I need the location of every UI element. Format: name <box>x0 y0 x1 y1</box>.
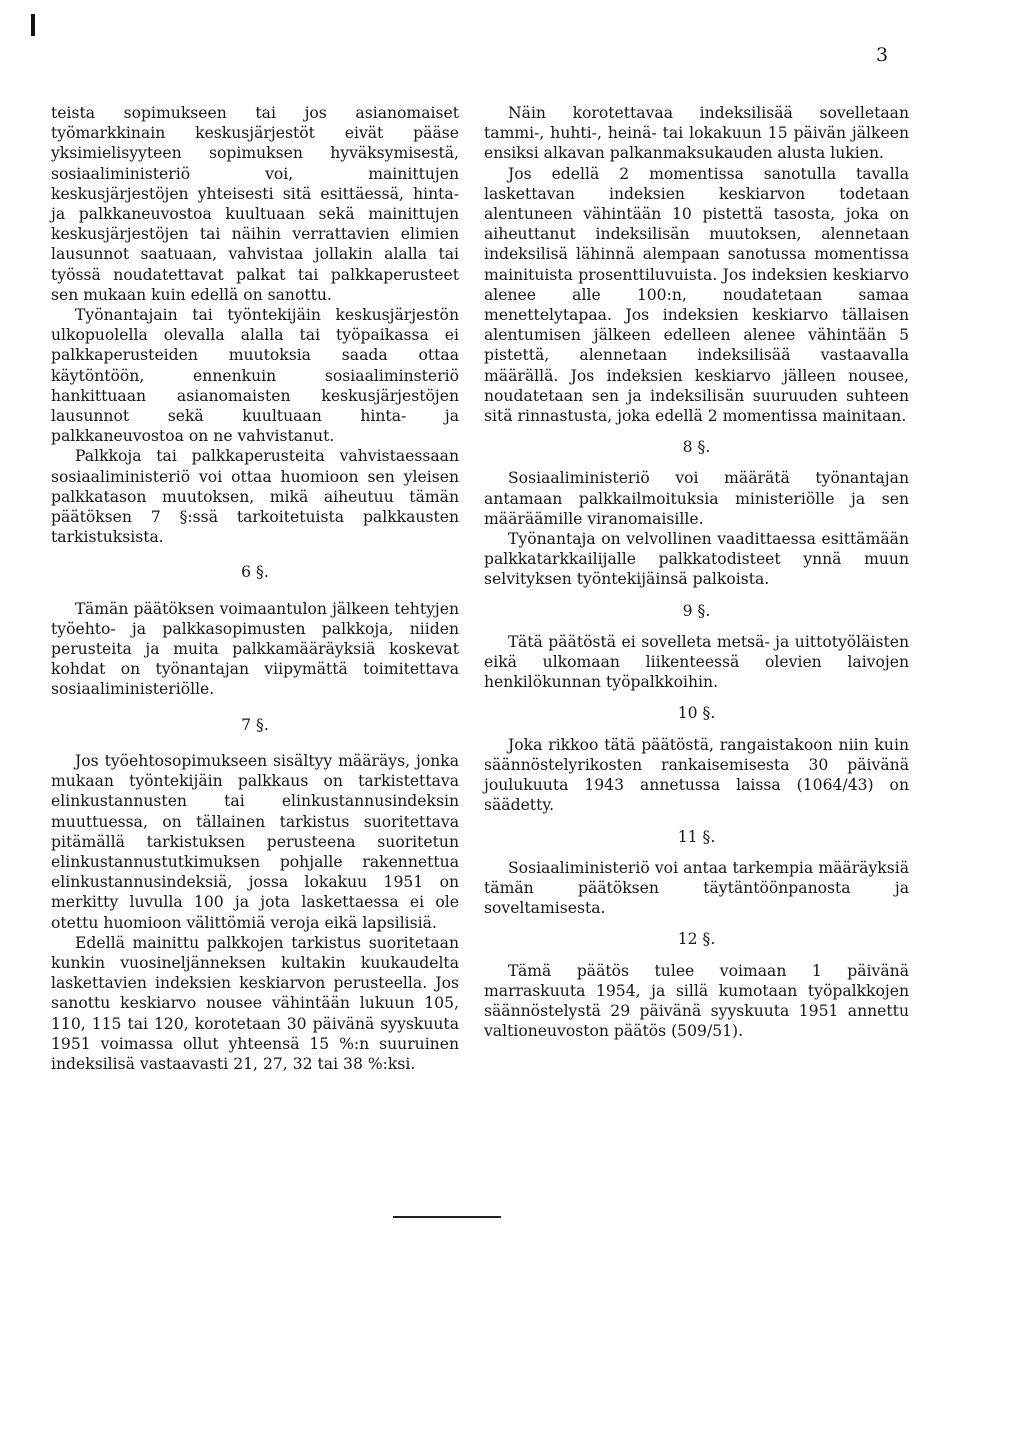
end-rule <box>393 1216 501 1218</box>
page-number: 3 <box>876 44 889 66</box>
paragraph: Jos työehtosopimukseen sisältyy määräys, jonka mukaan työntekijäin palkkaus on tarkistettava elinkustannusten tai elinkustannusindeksin muuttuessa, on tällainen tarkistus suoritettava pitämällä tarkistuksen perusteena suoritetun elinkustannustutkimuksen pohjalle rakennettua elinkustannusindeksiä, jossa lokakuu 1951 on merkitty luvulla 100 ja jota laskettaessa ei ole otettu huomioon välittömiä veroja eikä lapsilisiä. <box>51 751 459 932</box>
right-column <box>484 103 909 1041</box>
section-heading-10: 10 §. <box>677 704 716 723</box>
section-heading-12: 12 §. <box>677 930 716 949</box>
section-heading-8: 8 §. <box>682 438 711 457</box>
paragraph: Työnantaja on velvollinen vaadittaessa esittämään palkkatarkkailijalle palkkatodisteet ynnä muun selvityksen työntekijäinsä palkoista. <box>484 530 909 589</box>
paragraph: Sosiaaliministeriö voi antaa tarkempia määräyksiä tämän päätöksen täytäntöönpanosta ja soveltamisesta. <box>484 858 909 918</box>
paragraph: Tämä päätös tulee voimaan 1 päivänä marraskuuta 1954, ja sillä kumotaan työpalkkojen säännöstelystä 29 päivänä syyskuuta 1951 annettu valtioneuvoston päätös (509/51). <box>484 961 909 1041</box>
paragraph: Tämän päätöksen voimaantulon jälkeen tehtyjen työehto- ja palkkasopimusten palkkoja, niiden perusteita ja muita palkkamääräyksiä koskevat kohdat on työnantajan viipymättä toimitettava sosiaaliministeriölle. <box>51 599 459 699</box>
section-heading-7: 7 §. <box>241 715 269 734</box>
left-column <box>51 103 459 1074</box>
paragraph: Näin korotettavaa indeksilisää sovelletaan tammi-, huhti-, heinä- tai lokakuun 15 päivän jälkeen ensiksi alkavan palkanmaksukauden alusta lukien. <box>484 104 909 163</box>
section-heading-11: 11 §. <box>677 827 716 846</box>
paragraph: Työnantajain tai työntekijäin keskusjärjestön ulkopuolella olevalla alalla tai työpaikassa ei palkkaperusteiden muutoksia saada ottaa käytöntöön, ennenkuin sosiaaliminsteriö hankittuaan asianomaisten keskusjärjestöjen lausunnot sekä kuultuaan hinta- ja palkkaneuvostoa on ne vahvistanut. <box>51 306 459 446</box>
section-heading-6: 6 §. <box>241 563 269 582</box>
paragraph: Sosiaaliministeriö voi määrätä työnantajan antamaan palkkailmoituksia ministeriölle ja sen määräämille viranomaisille. <box>484 469 909 528</box>
continued-paragraph: teista sopimukseen tai jos asianomaiset työmarkkinain keskusjärjestöt eivät pääse yksimielisyyteen sopimuksen hyväksymisestä, sosiaaliministeriö voi, mainittujen keskusjärjestöjen yhteisesti sitä esittäessä, hinta- ja palkkaneuvostoa kuultuaan sekä mainittujen keskusjärjestöjen tai näihin verrattavien elimien lausunnot saatuaan, vahvistaa jollakin alalla tai työssä noudatettavat palkat tai palkkaperusteet sen mukaan kuin edellä on sanottu. <box>51 104 459 304</box>
paragraph: Edellä mainittu palkkojen tarkistus suoritetaan kunkin vuosineljänneksen kultakin kuukaudelta laskettavien indeksien keskiarvon perusteella. Jos sanottu keskiarvo nousee vähintään lukuun 105, 110, 115 tai 120, korotetaan 30 päivänä syyskuuta 1951 voimassa ollut yhteensä 15 %:n suuruinen indeksilisä vastaavasti 21, 27, 32 tai 38 %:ksi. <box>51 933 459 1073</box>
paragraph: Jos edellä 2 momentissa sanotulla tavalla laskettavan indeksien keskiarvon todetaan alentuneen vähintään 10 pistettä tasosta, joka on aiheuttanut indeksilisän muutoksen, alennetaan indeksilisä lähinnä alempaan sanotussa momentissa mainituista prosenttiluvuista. Jos indeksien keskiarvo alenee alle 100:n, noudatetaan samaa menettelytapaa. Jos indeksien keskiarvo tällaisen alentumisen jälkeen edelleen alenee vähintään 5 pistettä, alennetaan indeksilisää vastaavalla määrällä. Jos indeksien keskiarvo jälleen nousee, noudatetaan sen ja indeksilisän suuruuden suhteen sitä rinnastusta, joka edellä 2 momentissa mainitaan. <box>484 164 909 426</box>
paragraph: Palkkoja tai palkkaperusteita vahvistaessaan sosiaaliministeriö voi ottaa huomioon sen yleisen palkkatason muutoksen, mikä aiheutuu tämän päätöksen 7 §:ssä tarkoitetuista palkkausten tarkistuksista. <box>51 447 459 547</box>
paragraph: Joka rikkoo tätä päätöstä, rangaistakoon niin kuin säännöstelyrikosten rankaisemisesta 30 päivänä joulukuuta 1943 annetussa laissa (1064/43) on säädetty. <box>484 735 909 815</box>
paragraph: Tätä päätöstä ei sovelleta metsä- ja uittotyöläisten eikä ulkomaan liikenteessä olevien laivojen henkilökunnan työpalkkoihin. <box>484 632 909 692</box>
section-heading-9: 9 §. <box>682 601 711 620</box>
page-edge-mark <box>31 14 35 36</box>
